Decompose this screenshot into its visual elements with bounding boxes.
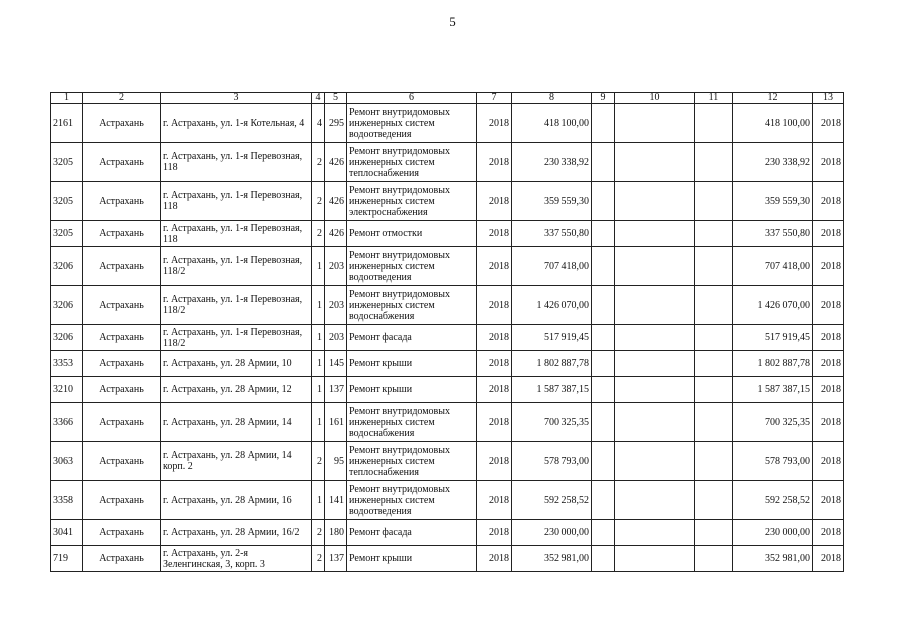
cell-sum: 337 550,80 (512, 221, 592, 247)
cell-id: 3353 (51, 351, 83, 377)
cell-floors: 4 (312, 104, 325, 143)
page-number: 5 (449, 14, 456, 29)
cell-work-type: Ремонт внутридомовых инженерных систем водоотведения (347, 104, 477, 143)
cell-col10 (615, 182, 695, 221)
cell-address: г. Астрахань, ул. 1-я Перевозная, 118 (161, 182, 312, 221)
cell-address: г. Астрахань, ул. 1-я Перевозная, 118 (161, 221, 312, 247)
cell-sum: 707 418,00 (512, 247, 592, 286)
col-header-1: 1 (51, 93, 83, 104)
cell-year: 2018 (477, 221, 512, 247)
cell-year: 2018 (477, 403, 512, 442)
cell-year-end: 2018 (813, 351, 844, 377)
cell-sum: 1 802 887,78 (512, 351, 592, 377)
cell-id: 3210 (51, 377, 83, 403)
cell-sum: 352 981,00 (512, 546, 592, 572)
cell-number: 203 (325, 325, 347, 351)
cell-total: 359 559,30 (733, 182, 813, 221)
cell-col11 (695, 403, 733, 442)
cell-number: 203 (325, 286, 347, 325)
col-header-5: 5 (325, 93, 347, 104)
cell-col11 (695, 104, 733, 143)
cell-col9 (592, 143, 615, 182)
cell-col11 (695, 351, 733, 377)
cell-col10 (615, 377, 695, 403)
table-row (51, 182, 844, 221)
cell-number: 426 (325, 143, 347, 182)
cell-id: 3205 (51, 143, 83, 182)
cell-number: 137 (325, 546, 347, 572)
cell-address: г. Астрахань, ул. 1-я Котельная, 4 (161, 104, 312, 143)
col-header-13: 13 (813, 93, 844, 104)
cell-number: 141 (325, 481, 347, 520)
cell-col9 (592, 325, 615, 351)
cell-year: 2018 (477, 546, 512, 572)
cell-sum: 230 000,00 (512, 520, 592, 546)
cell-work-type: Ремонт крыши (347, 546, 477, 572)
cell-year: 2018 (477, 520, 512, 546)
table-row (51, 481, 844, 520)
cell-city: Астрахань (83, 325, 161, 351)
table-row (51, 286, 844, 325)
cell-number: 426 (325, 221, 347, 247)
cell-col9 (592, 442, 615, 481)
cell-floors: 1 (312, 351, 325, 377)
cell-city: Астрахань (83, 403, 161, 442)
cell-id: 3206 (51, 325, 83, 351)
table-row (51, 143, 844, 182)
cell-city: Астрахань (83, 520, 161, 546)
cell-total: 418 100,00 (733, 104, 813, 143)
cell-number: 295 (325, 104, 347, 143)
cell-work-type: Ремонт внутридомовых инженерных систем водоотведения (347, 247, 477, 286)
cell-total: 592 258,52 (733, 481, 813, 520)
cell-year-end: 2018 (813, 403, 844, 442)
cell-floors: 1 (312, 247, 325, 286)
cell-col10 (615, 520, 695, 546)
cell-work-type: Ремонт внутридомовых инженерных систем водоснабжения (347, 286, 477, 325)
cell-floors: 1 (312, 481, 325, 520)
col-header-12: 12 (733, 93, 813, 104)
cell-floors: 2 (312, 182, 325, 221)
col-header-3: 3 (161, 93, 312, 104)
cell-year-end: 2018 (813, 377, 844, 403)
cell-address: г. Астрахань, ул. 28 Армии, 16 (161, 481, 312, 520)
cell-city: Астрахань (83, 286, 161, 325)
cell-city: Астрахань (83, 377, 161, 403)
cell-number: 203 (325, 247, 347, 286)
cell-col11 (695, 221, 733, 247)
cell-work-type: Ремонт крыши (347, 351, 477, 377)
cell-id: 3206 (51, 286, 83, 325)
cell-address: г. Астрахань, ул. 28 Армии, 16/2 (161, 520, 312, 546)
cell-total: 700 325,35 (733, 403, 813, 442)
table-row (51, 221, 844, 247)
cell-number: 137 (325, 377, 347, 403)
cell-col10 (615, 403, 695, 442)
col-header-10: 10 (615, 93, 695, 104)
cell-address: г. Астрахань, ул. 28 Армии, 14 (161, 403, 312, 442)
cell-sum: 578 793,00 (512, 442, 592, 481)
cell-number: 95 (325, 442, 347, 481)
cell-year: 2018 (477, 325, 512, 351)
cell-id: 3366 (51, 403, 83, 442)
cell-id: 3041 (51, 520, 83, 546)
cell-col11 (695, 247, 733, 286)
cell-number: 426 (325, 182, 347, 221)
cell-col10 (615, 351, 695, 377)
cell-floors: 2 (312, 520, 325, 546)
col-header-4: 4 (312, 93, 325, 104)
cell-work-type: Ремонт внутридомовых инженерных систем теплоснабжения (347, 442, 477, 481)
table-row (51, 442, 844, 481)
cell-floors: 2 (312, 442, 325, 481)
cell-floors: 1 (312, 403, 325, 442)
cell-year-end: 2018 (813, 221, 844, 247)
cell-city: Астрахань (83, 221, 161, 247)
cell-col11 (695, 182, 733, 221)
cell-floors: 2 (312, 143, 325, 182)
cell-col10 (615, 104, 695, 143)
cell-col10 (615, 143, 695, 182)
table-row (51, 325, 844, 351)
cell-col9 (592, 221, 615, 247)
cell-col9 (592, 520, 615, 546)
cell-total: 1 587 387,15 (733, 377, 813, 403)
cell-id: 2161 (51, 104, 83, 143)
cell-sum: 1 426 070,00 (512, 286, 592, 325)
cell-city: Астрахань (83, 104, 161, 143)
table-row (51, 247, 844, 286)
col-header-2: 2 (83, 93, 161, 104)
cell-city: Астрахань (83, 442, 161, 481)
cell-total: 337 550,80 (733, 221, 813, 247)
cell-col9 (592, 247, 615, 286)
cell-id: 719 (51, 546, 83, 572)
cell-floors: 1 (312, 377, 325, 403)
cell-address: г. Астрахань, ул. 28 Армии, 12 (161, 377, 312, 403)
cell-total: 230 000,00 (733, 520, 813, 546)
cell-col9 (592, 104, 615, 143)
cell-sum: 418 100,00 (512, 104, 592, 143)
cell-year-end: 2018 (813, 182, 844, 221)
cell-sum: 230 338,92 (512, 143, 592, 182)
col-header-7: 7 (477, 93, 512, 104)
cell-address: г. Астрахань, ул. 28 Армии, 14 корп. 2 (161, 442, 312, 481)
table-row (51, 403, 844, 442)
cell-col9 (592, 546, 615, 572)
cell-floors: 1 (312, 286, 325, 325)
header-row (51, 93, 844, 104)
cell-col9 (592, 182, 615, 221)
cell-col11 (695, 377, 733, 403)
cell-col9 (592, 351, 615, 377)
cell-work-type: Ремонт внутридомовых инженерных систем водоснабжения (347, 403, 477, 442)
cell-city: Астрахань (83, 182, 161, 221)
col-header-6: 6 (347, 93, 477, 104)
table-row (51, 377, 844, 403)
cell-year: 2018 (477, 442, 512, 481)
col-header-11: 11 (695, 93, 733, 104)
cell-year-end: 2018 (813, 481, 844, 520)
cell-col11 (695, 143, 733, 182)
cell-year: 2018 (477, 351, 512, 377)
cell-col10 (615, 442, 695, 481)
cell-work-type: Ремонт фасада (347, 325, 477, 351)
cell-year-end: 2018 (813, 325, 844, 351)
cell-col10 (615, 546, 695, 572)
cell-work-type: Ремонт внутридомовых инженерных систем водоотведения (347, 481, 477, 520)
cell-city: Астрахань (83, 546, 161, 572)
cell-address: г. Астрахань, ул. 1-я Перевозная, 118/2 (161, 325, 312, 351)
cell-address: г. Астрахань, ул. 1-я Перевозная, 118 (161, 143, 312, 182)
repair-schedule-table (50, 92, 844, 572)
cell-city: Астрахань (83, 481, 161, 520)
cell-col10 (615, 325, 695, 351)
cell-total: 1 802 887,78 (733, 351, 813, 377)
cell-year-end: 2018 (813, 247, 844, 286)
cell-city: Астрахань (83, 247, 161, 286)
cell-work-type: Ремонт внутридомовых инженерных систем теплоснабжения (347, 143, 477, 182)
cell-id: 3205 (51, 182, 83, 221)
cell-id: 3358 (51, 481, 83, 520)
cell-total: 230 338,92 (733, 143, 813, 182)
cell-number: 180 (325, 520, 347, 546)
cell-year-end: 2018 (813, 520, 844, 546)
cell-floors: 2 (312, 546, 325, 572)
cell-col11 (695, 546, 733, 572)
cell-total: 352 981,00 (733, 546, 813, 572)
cell-sum: 1 587 387,15 (512, 377, 592, 403)
cell-id: 3063 (51, 442, 83, 481)
cell-col9 (592, 286, 615, 325)
cell-number: 145 (325, 351, 347, 377)
cell-col10 (615, 481, 695, 520)
cell-total: 578 793,00 (733, 442, 813, 481)
cell-col11 (695, 520, 733, 546)
cell-col10 (615, 286, 695, 325)
cell-year-end: 2018 (813, 104, 844, 143)
cell-work-type: Ремонт внутридомовых инженерных систем электроснабжения (347, 182, 477, 221)
cell-col11 (695, 481, 733, 520)
cell-col11 (695, 442, 733, 481)
col-header-9: 9 (592, 93, 615, 104)
cell-sum: 517 919,45 (512, 325, 592, 351)
cell-work-type: Ремонт фасада (347, 520, 477, 546)
cell-floors: 2 (312, 221, 325, 247)
cell-address: г. Астрахань, ул. 1-я Перевозная, 118/2 (161, 286, 312, 325)
cell-col9 (592, 377, 615, 403)
cell-total: 1 426 070,00 (733, 286, 813, 325)
cell-year: 2018 (477, 182, 512, 221)
cell-col11 (695, 325, 733, 351)
cell-work-type: Ремонт крыши (347, 377, 477, 403)
cell-year-end: 2018 (813, 286, 844, 325)
cell-id: 3205 (51, 221, 83, 247)
cell-year-end: 2018 (813, 143, 844, 182)
table-row (51, 104, 844, 143)
table-row (51, 351, 844, 377)
cell-sum: 592 258,52 (512, 481, 592, 520)
cell-col11 (695, 286, 733, 325)
cell-year: 2018 (477, 481, 512, 520)
cell-floors: 1 (312, 325, 325, 351)
cell-col10 (615, 247, 695, 286)
cell-address: г. Астрахань, ул. 2-я Зеленгинская, 3, корп. 3 (161, 546, 312, 572)
cell-address: г. Астрахань, ул. 28 Армии, 10 (161, 351, 312, 377)
col-header-8: 8 (512, 93, 592, 104)
cell-address: г. Астрахань, ул. 1-я Перевозная, 118/2 (161, 247, 312, 286)
cell-year: 2018 (477, 286, 512, 325)
cell-total: 517 919,45 (733, 325, 813, 351)
cell-id: 3206 (51, 247, 83, 286)
cell-number: 161 (325, 403, 347, 442)
cell-year: 2018 (477, 143, 512, 182)
cell-total: 707 418,00 (733, 247, 813, 286)
cell-work-type: Ремонт отмостки (347, 221, 477, 247)
cell-year: 2018 (477, 377, 512, 403)
cell-col10 (615, 221, 695, 247)
cell-city: Астрахань (83, 143, 161, 182)
cell-year: 2018 (477, 247, 512, 286)
cell-sum: 359 559,30 (512, 182, 592, 221)
cell-year-end: 2018 (813, 442, 844, 481)
cell-col9 (592, 403, 615, 442)
cell-year-end: 2018 (813, 546, 844, 572)
table-row (51, 546, 844, 572)
cell-col9 (592, 481, 615, 520)
table-row (51, 520, 844, 546)
cell-year: 2018 (477, 104, 512, 143)
cell-sum: 700 325,35 (512, 403, 592, 442)
cell-city: Астрахань (83, 351, 161, 377)
